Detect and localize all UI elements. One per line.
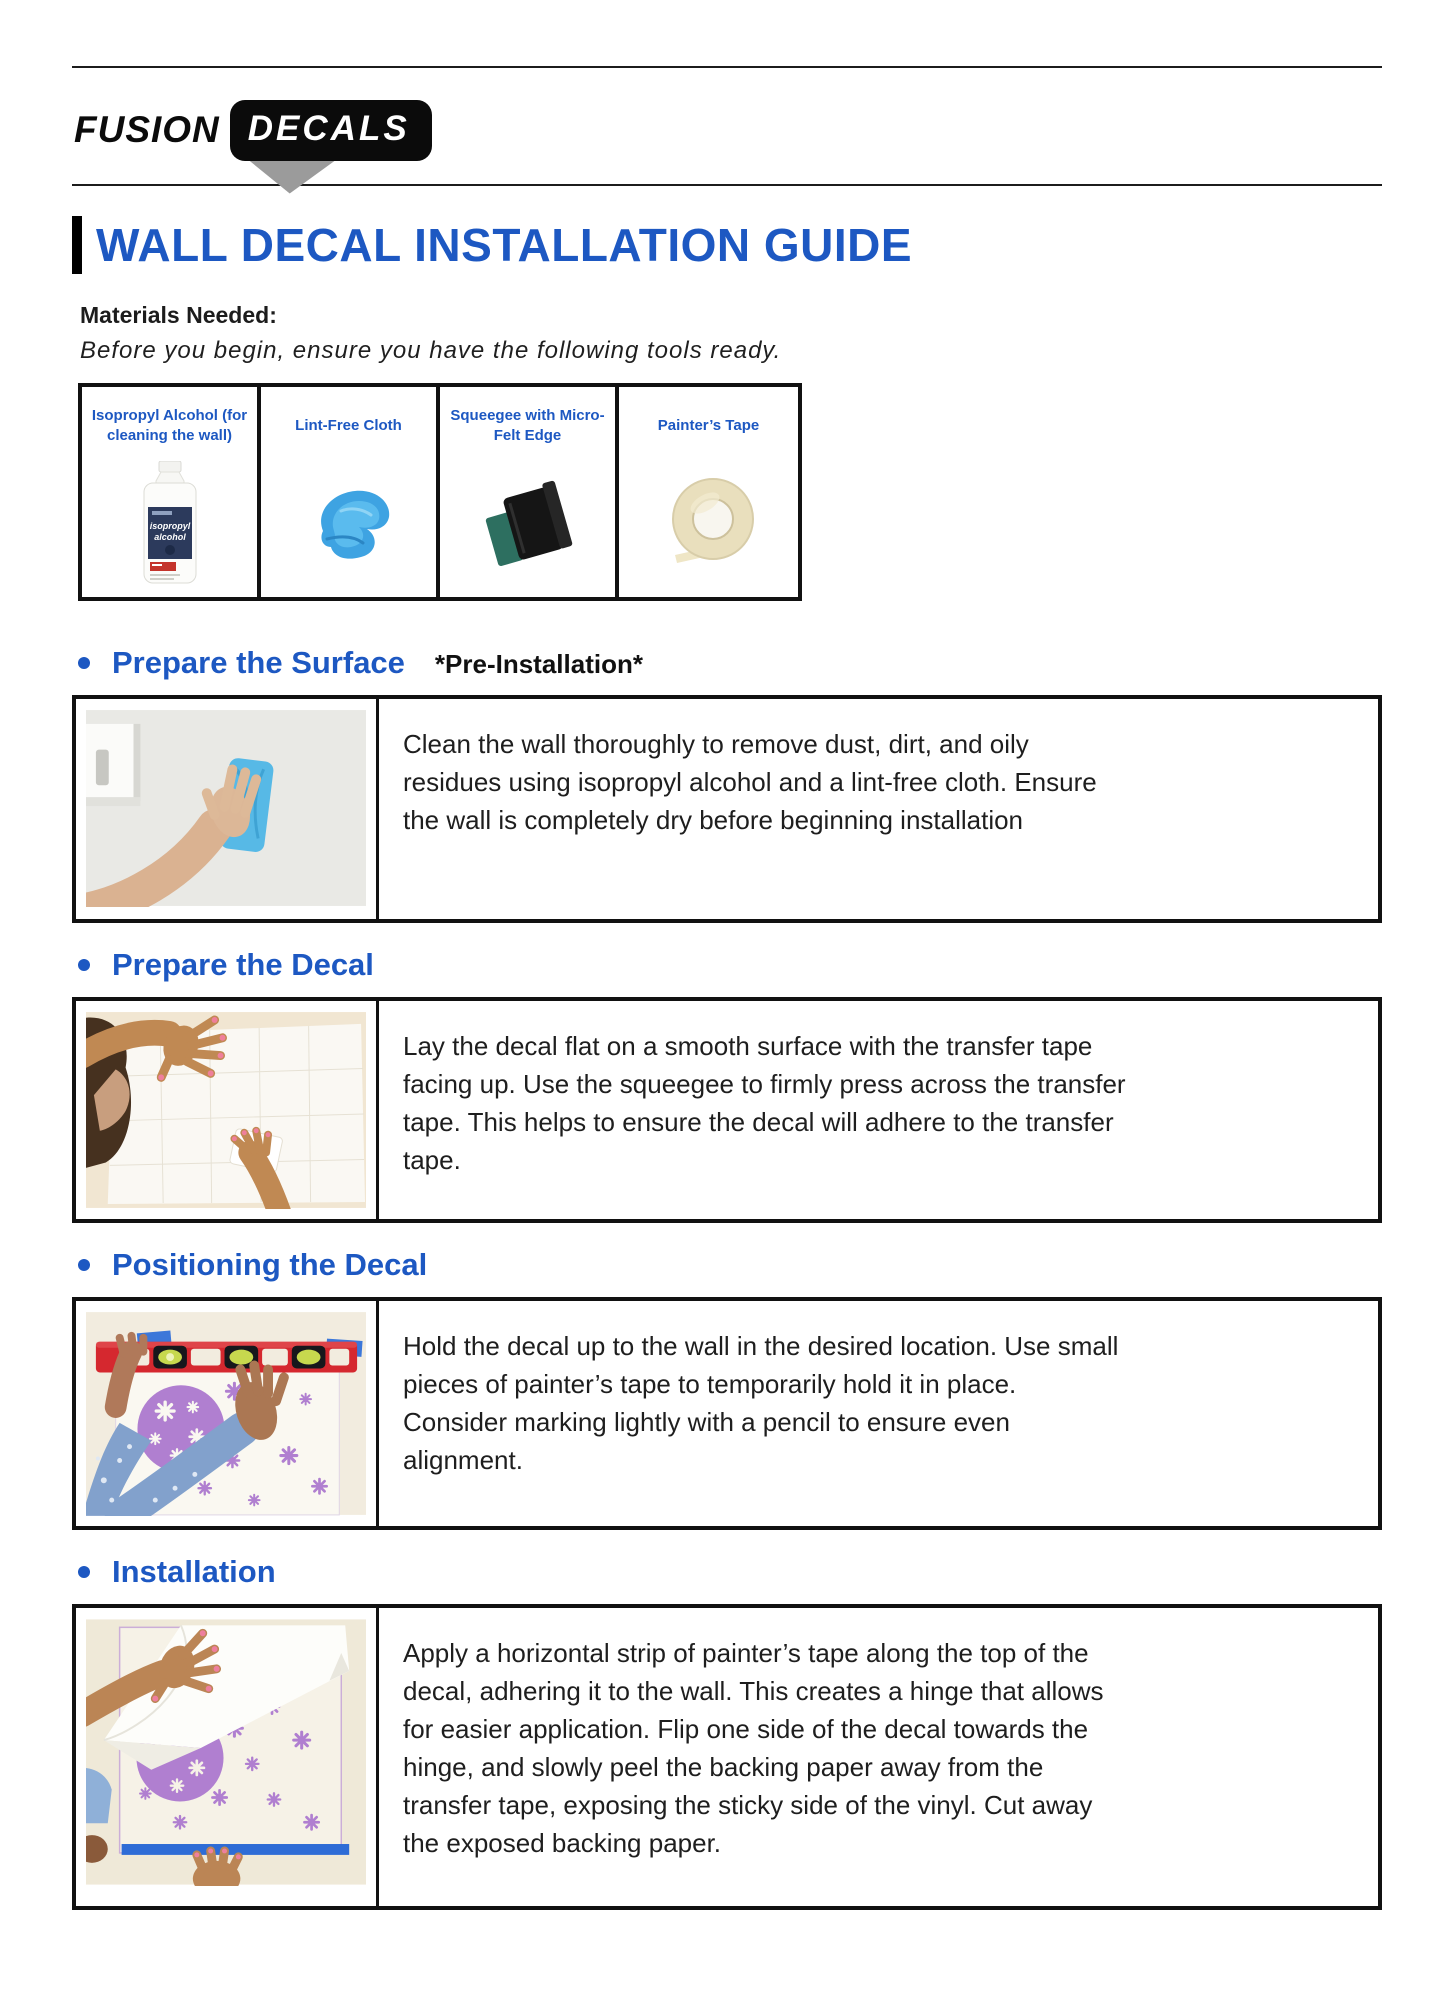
page-title: WALL DECAL INSTALLATION GUIDE	[96, 219, 913, 271]
bullet-icon	[78, 1566, 90, 1578]
section-title: Prepare the Surface	[112, 645, 405, 680]
bullet-icon	[78, 657, 90, 669]
section-heading-positioning-decal	[72, 1247, 1382, 1283]
leveling-illustration	[86, 1311, 366, 1516]
step-body-text: Apply a horizontal strip of painter’s tape along the top of the decal, adhering it to the wall. This creates a hinge that allows for easier application. Flip one side of the decal towards the hinge, and slowly peel the backing paper away from the transfer tape, exposing the sticky side of the vinyl. Cut away the exposed backing paper.	[403, 1638, 1104, 1858]
brand-logo-badge-wrap	[230, 100, 432, 161]
felt-edge-squeegee-image	[472, 459, 584, 587]
tape-roll-illustration	[653, 475, 765, 571]
leveling-decal-photo	[76, 1301, 379, 1526]
step-box-positioning-decal	[72, 1297, 1382, 1530]
peeling-illustration	[86, 1618, 366, 1886]
materials-cell-tape	[619, 387, 798, 597]
step-body-text: Clean the wall thoroughly to remove dust, dirt, and oily residues using isopropyl alcohol and a lint-free cloth. Ensure the wall is completely dry before beginning installation	[403, 729, 1097, 835]
svg-text:isopropyl: isopropyl	[149, 521, 190, 531]
section-heading-prepare-decal	[72, 947, 1382, 983]
lint-free-cloth-image	[293, 459, 405, 587]
cloth-illustration	[293, 477, 405, 569]
bullet-icon	[78, 1259, 90, 1271]
materials-label: Squeegee with Micro-Felt Edge	[450, 406, 605, 444]
step-box-prepare-surface	[72, 695, 1382, 923]
section-heading-prepare-surface	[72, 645, 1382, 681]
title-accent-bar	[72, 216, 82, 274]
brand-logo-first-word: FUSION	[74, 109, 220, 150]
materials-subheading: Before you begin, ensure you have the following tools ready.	[80, 337, 782, 364]
step-text-cell	[379, 1001, 1378, 1219]
svg-text:alcohol: alcohol	[153, 532, 186, 542]
step-box-prepare-decal	[72, 997, 1382, 1223]
top-divider	[72, 66, 1382, 68]
bullet-icon	[78, 959, 90, 971]
materials-cell-isopropyl	[82, 387, 261, 597]
section-title: Installation	[112, 1554, 276, 1589]
wall-cleaning-illustration	[86, 709, 366, 907]
painters-tape-roll-image	[653, 459, 765, 587]
step-body-text: Hold the decal up to the wall in the desired location. Use small pieces of painter’s tape to temporarily hold it in place. Consider marking lightly with a pencil to ensure even alignment.	[403, 1331, 1119, 1475]
hand-wiping-wall-photo	[76, 699, 379, 919]
materials-cell-squeegee	[440, 387, 619, 597]
pressing-transfer-tape-photo	[76, 1001, 379, 1219]
step-text-cell	[379, 1608, 1378, 1906]
squeegee-illustration	[472, 477, 584, 569]
section-title: Prepare the Decal	[112, 947, 374, 982]
materials-heading: Materials Needed:	[80, 302, 277, 328]
section-heading-installation	[72, 1554, 1382, 1590]
materials-label: Lint-Free Cloth	[295, 416, 402, 434]
brand-logo	[72, 82, 1382, 178]
isopropyl-alcohol-bottle-image	[133, 459, 207, 587]
bottle-illustration	[133, 461, 207, 585]
decal-pressing-illustration	[86, 1011, 366, 1209]
materials-label: Painter’s Tape	[657, 416, 760, 434]
painters-tape-strip	[122, 1844, 350, 1855]
materials-table	[78, 383, 802, 601]
section-note: *Pre-Installation*	[434, 649, 643, 679]
brand-logo-badge: DECALS	[230, 100, 432, 161]
step-body-text: Lay the decal flat on a smooth surface with the transfer tape facing up. Use the squeegee to firmly press across the transfer tape. This helps to ensure the decal will adhere to the transfer tape.	[403, 1031, 1126, 1175]
peeling-backing-paper-photo	[76, 1608, 379, 1906]
step-text-cell	[379, 699, 1378, 919]
section-title: Positioning the Decal	[112, 1247, 428, 1282]
step-text-cell	[379, 1301, 1378, 1526]
materials-label: Isopropyl Alcohol (for cleaning the wall)	[91, 406, 248, 444]
page-title-row	[72, 216, 1382, 274]
materials-cell-cloth	[261, 387, 440, 597]
logo-bottom-divider	[72, 184, 1382, 186]
step-box-installation	[72, 1604, 1382, 1910]
